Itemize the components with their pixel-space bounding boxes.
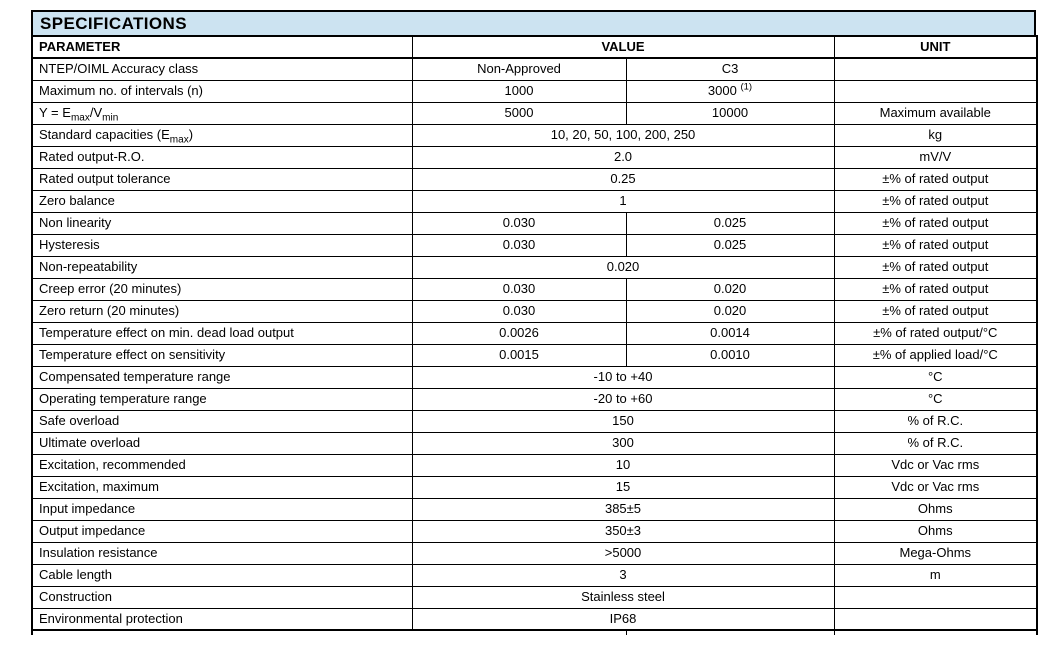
parameter-cell: Safe overload	[32, 410, 412, 432]
table-row	[32, 586, 1037, 608]
value-cell: 3	[412, 564, 834, 586]
table-title: SPECIFICATIONS	[40, 13, 187, 33]
unit-cell: % of R.C.	[834, 410, 1037, 432]
parameter-cell: Environmental protection	[32, 608, 412, 630]
unit-cell: kg	[834, 124, 1037, 146]
unit-cell: ±% of rated output/°C	[834, 322, 1037, 344]
value-cell: 15	[412, 476, 834, 498]
unit-cell: ±% of rated output	[834, 190, 1037, 212]
value-cell: C3	[626, 58, 834, 80]
value-cell: 0.020	[412, 256, 834, 278]
value-cell: 10, 20, 50, 100, 200, 250	[412, 124, 834, 146]
cut-off-row-stub	[32, 630, 1037, 635]
spec-table	[31, 35, 1038, 635]
table-row	[32, 168, 1037, 190]
table-row	[32, 300, 1037, 322]
unit-cell: Vdc or Vac rms	[834, 476, 1037, 498]
value-cell: 10	[412, 454, 834, 476]
column-header-parameter: PARAMETER	[32, 36, 412, 58]
table-row	[32, 80, 1037, 102]
table-title-bar	[31, 10, 1036, 35]
value-cell: -10 to +40	[412, 366, 834, 388]
value-cell: 0.030	[412, 212, 626, 234]
table-row	[32, 234, 1037, 256]
parameter-cell: Input impedance	[32, 498, 412, 520]
value-cell: 385±5	[412, 498, 834, 520]
value-cell: 0.0026	[412, 322, 626, 344]
parameter-cell: Cable length	[32, 564, 412, 586]
parameter-cell: Excitation, maximum	[32, 476, 412, 498]
unit-cell	[834, 80, 1037, 102]
unit-cell	[834, 58, 1037, 80]
specifications-table	[31, 10, 1036, 635]
unit-cell: ±% of rated output	[834, 212, 1037, 234]
column-header-unit: UNIT	[834, 36, 1037, 58]
value-cell: 0.25	[412, 168, 834, 190]
value-cell: 150	[412, 410, 834, 432]
unit-cell: °C	[834, 366, 1037, 388]
value-cell: 350±3	[412, 520, 834, 542]
unit-cell: Mega-Ohms	[834, 542, 1037, 564]
parameter-cell: Temperature effect on sensitivity	[32, 344, 412, 366]
value-cell: 0.025	[626, 212, 834, 234]
value-cell: 0.030	[412, 234, 626, 256]
unit-cell: Vdc or Vac rms	[834, 454, 1037, 476]
parameter-cell: Operating temperature range	[32, 388, 412, 410]
table-row	[32, 212, 1037, 234]
unit-cell: ±% of rated output	[834, 300, 1037, 322]
value-cell: 0.0014	[626, 322, 834, 344]
unit-cell: ±% of rated output	[834, 256, 1037, 278]
table-row	[32, 520, 1037, 542]
table-row	[32, 322, 1037, 344]
parameter-cell: Non linearity	[32, 212, 412, 234]
table-row	[32, 190, 1037, 212]
table-row	[32, 344, 1037, 366]
value-cell: 0.020	[626, 300, 834, 322]
unit-cell: Ohms	[834, 520, 1037, 542]
table-row	[32, 454, 1037, 476]
parameter-cell: Zero return (20 minutes)	[32, 300, 412, 322]
parameter-cell: NTEP/OIML Accuracy class	[32, 58, 412, 80]
table-row	[32, 278, 1037, 300]
table-row	[32, 432, 1037, 454]
parameter-cell: Hysteresis	[32, 234, 412, 256]
table-row	[32, 366, 1037, 388]
unit-cell: Maximum available	[834, 102, 1037, 124]
unit-cell	[834, 586, 1037, 608]
table-row	[32, 124, 1037, 146]
unit-cell: ±% of rated output	[834, 168, 1037, 190]
value-cell: 5000	[412, 102, 626, 124]
table-row	[32, 542, 1037, 564]
value-cell: 1000	[412, 80, 626, 102]
parameter-cell: $Y = E_{max}/V_{min}$	[32, 102, 412, 124]
parameter-cell: Insulation resistance	[32, 542, 412, 564]
table-row	[32, 102, 1037, 124]
parameter-cell: Output impedance	[32, 520, 412, 542]
spec-table-body	[32, 58, 1037, 635]
parameter-cell: Zero balance	[32, 190, 412, 212]
parameter-cell: Creep error (20 minutes)	[32, 278, 412, 300]
table-row	[32, 410, 1037, 432]
value-cell: 0.030	[412, 300, 626, 322]
table-row	[32, 388, 1037, 410]
table-row	[32, 58, 1037, 80]
parameter-cell: Non-repeatability	[32, 256, 412, 278]
parameter-cell: Rated output tolerance	[32, 168, 412, 190]
table-row	[32, 256, 1037, 278]
table-row	[32, 608, 1037, 630]
column-header-value: VALUE	[412, 36, 834, 58]
unit-cell: Ohms	[834, 498, 1037, 520]
unit-cell: mV/V	[834, 146, 1037, 168]
parameter-cell: Standard capacities $(E_{max})$	[32, 124, 412, 146]
value-cell: 0.030	[412, 278, 626, 300]
table-row	[32, 498, 1037, 520]
parameter-cell: Ultimate overload	[32, 432, 412, 454]
value-cell: IP68	[412, 608, 834, 630]
parameter-cell: Compensated temperature range	[32, 366, 412, 388]
value-cell: Stainless steel	[412, 586, 834, 608]
value-cell: -20 to +60	[412, 388, 834, 410]
parameter-cell: Excitation, recommended	[32, 454, 412, 476]
value-cell: 1	[412, 190, 834, 212]
value-cell: Non-Approved	[412, 58, 626, 80]
value-cell: 300	[412, 432, 834, 454]
value-cell: 2.0	[412, 146, 834, 168]
table-row	[32, 476, 1037, 498]
table-row	[32, 146, 1037, 168]
value-cell: 0.0010	[626, 344, 834, 366]
value-cell: 0.025	[626, 234, 834, 256]
value-cell: 0.020	[626, 278, 834, 300]
unit-cell: °C	[834, 388, 1037, 410]
header-row	[32, 36, 1037, 58]
table-row	[32, 564, 1037, 586]
parameter-cell: Temperature effect on min. dead load output	[32, 322, 412, 344]
parameter-cell: Construction	[32, 586, 412, 608]
value-cell: 3000 $^{(1)}$	[626, 80, 834, 102]
value-cell: >5000	[412, 542, 834, 564]
parameter-cell: Maximum no. of intervals (n)	[32, 80, 412, 102]
unit-cell: ±% of rated output	[834, 234, 1037, 256]
unit-cell: % of R.C.	[834, 432, 1037, 454]
unit-cell	[834, 608, 1037, 630]
unit-cell: ±% of rated output	[834, 278, 1037, 300]
unit-cell: m	[834, 564, 1037, 586]
parameter-cell: Rated output-R.O.	[32, 146, 412, 168]
value-cell: 10000	[626, 102, 834, 124]
unit-cell: ±% of applied load/°C	[834, 344, 1037, 366]
value-cell: 0.0015	[412, 344, 626, 366]
